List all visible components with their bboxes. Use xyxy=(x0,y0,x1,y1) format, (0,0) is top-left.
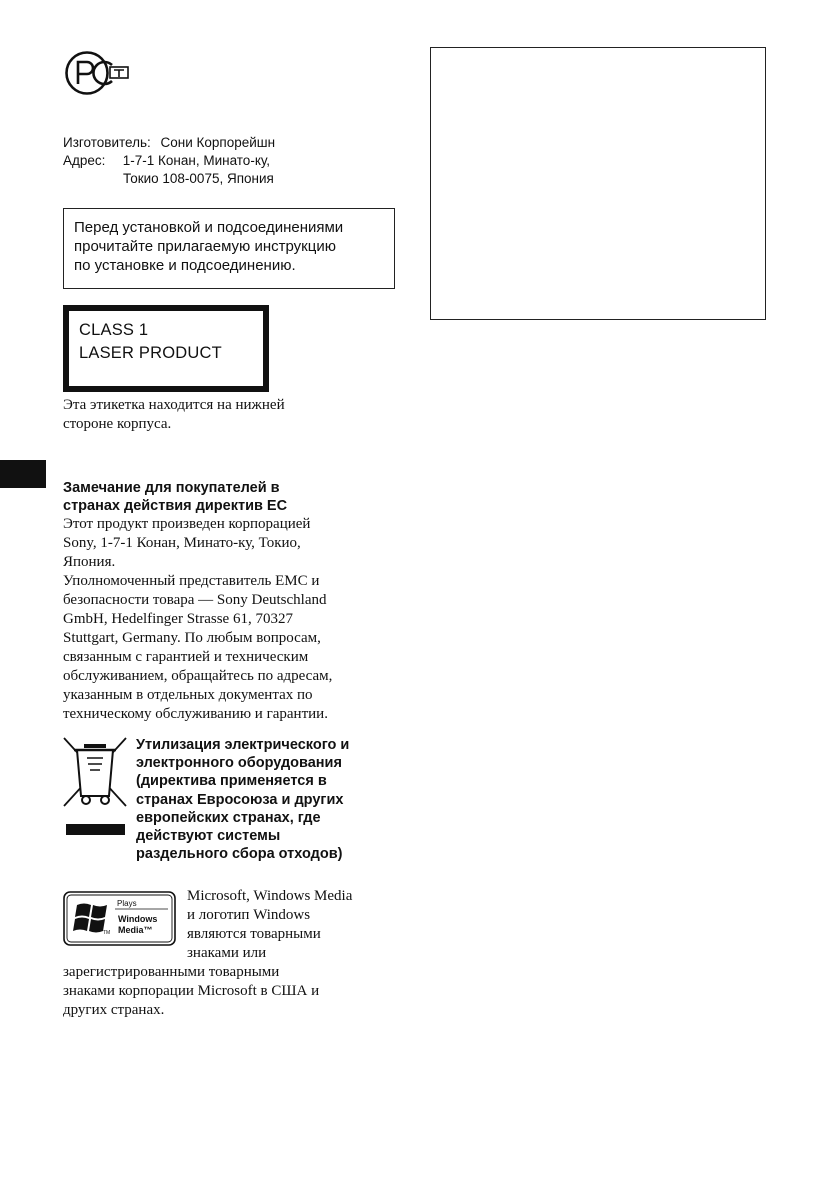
trademark-line: зарегистрированными товарными xyxy=(63,964,280,980)
weee-heading xyxy=(136,736,401,863)
weee-line: европейских странах, где xyxy=(136,809,321,826)
laser-note-line-1: Эта этикетка находится на нижней xyxy=(63,397,285,413)
eu-notice-body xyxy=(63,515,393,724)
weee-line: раздельного сбора отходов) xyxy=(136,846,343,863)
weee-line: Утилизация электрического и xyxy=(136,737,350,753)
logo-plays-text: Plays xyxy=(117,899,137,908)
installation-notice-box xyxy=(63,208,395,289)
trademark-notice-right xyxy=(187,887,402,963)
address-label: Адрес: xyxy=(63,153,106,168)
eu-heading-line-1: Замечание для покупателей в xyxy=(63,480,280,496)
crossed-bin-icon xyxy=(60,736,130,836)
address-line-1: 1-7-1 Конан, Минато-ку, xyxy=(122,153,271,168)
laser-note-line-2: стороне корпуса. xyxy=(63,416,172,432)
weee-line: электронного оборудования xyxy=(136,755,342,772)
laser-label-note xyxy=(63,396,393,434)
weee-line: странах Евросоюза и других xyxy=(136,791,344,808)
laser-label-line-1: CLASS 1 xyxy=(79,321,149,339)
weee-line: (директива применяется в xyxy=(136,773,327,790)
eu-notice-heading xyxy=(63,479,393,515)
notice-line-3: по установке и подсоединению. xyxy=(74,257,296,274)
laser-class-label xyxy=(63,305,269,392)
trademark-line: Microsoft, Windows Media xyxy=(187,888,353,904)
eu-body-line: безопасности товара — Sony Deutschland xyxy=(63,592,327,608)
logo-tm-text: TM xyxy=(103,930,111,936)
manufacturer-name: Сони Корпорейшн xyxy=(160,135,276,150)
manufacturer-label: Изготовитель: xyxy=(63,135,151,150)
trademark-line: знаками или xyxy=(187,945,267,961)
windows-media-logo-icon xyxy=(63,891,176,946)
eu-body-line: Sony, 1-7-1 Конан, Минато-ку, Токио, xyxy=(63,535,301,551)
eu-body-line: обслуживанием, обращайтесь по адресам, xyxy=(63,668,333,684)
weee-black-bar xyxy=(66,824,125,835)
logo-windows-text: Windows xyxy=(118,914,158,924)
empty-frame xyxy=(430,47,766,320)
trademark-line: являются товарными xyxy=(187,926,321,942)
trademark-line: других странах. xyxy=(63,1002,165,1018)
address-line-2: Токио 108-0075, Япония xyxy=(123,171,274,186)
eu-heading-line-2: странах действия директив ЕС xyxy=(63,498,288,514)
eu-body-line: связанным с гарантией и техническим xyxy=(63,649,309,665)
eu-body-line: Япония. xyxy=(63,554,116,570)
trademark-line: знаками корпорации Microsoft в США и xyxy=(63,983,320,999)
eu-body-line: техническому обслуживанию и гарантии. xyxy=(63,706,328,722)
trademark-line: и логотип Windows xyxy=(187,907,311,923)
weee-line: действуют системы xyxy=(136,828,281,845)
eu-body-line: указанным в отдельных документах по xyxy=(63,687,313,703)
eu-body-line: Этот продукт произведен корпорацией xyxy=(63,516,311,532)
eu-body-line: GmbH, Hedelfinger Strasse 61, 70327 xyxy=(63,611,293,627)
manufacturer-info xyxy=(63,134,275,188)
notice-line-2: прочитайте прилагаемую инструкцию xyxy=(74,238,336,255)
eu-body-line: Stuttgart, Germany. По любым вопросам, xyxy=(63,630,321,646)
trademark-notice-bottom xyxy=(63,963,393,1020)
language-side-tab xyxy=(0,460,46,488)
certification-mark-icon xyxy=(64,50,130,96)
laser-label-line-2: LASER PRODUCT xyxy=(79,344,222,362)
eu-body-line: Уполномоченный представитель EMC и xyxy=(63,573,320,589)
logo-media-text: Media™ xyxy=(118,925,153,935)
notice-line-1: Перед установкой и подсоединениями xyxy=(74,219,344,236)
